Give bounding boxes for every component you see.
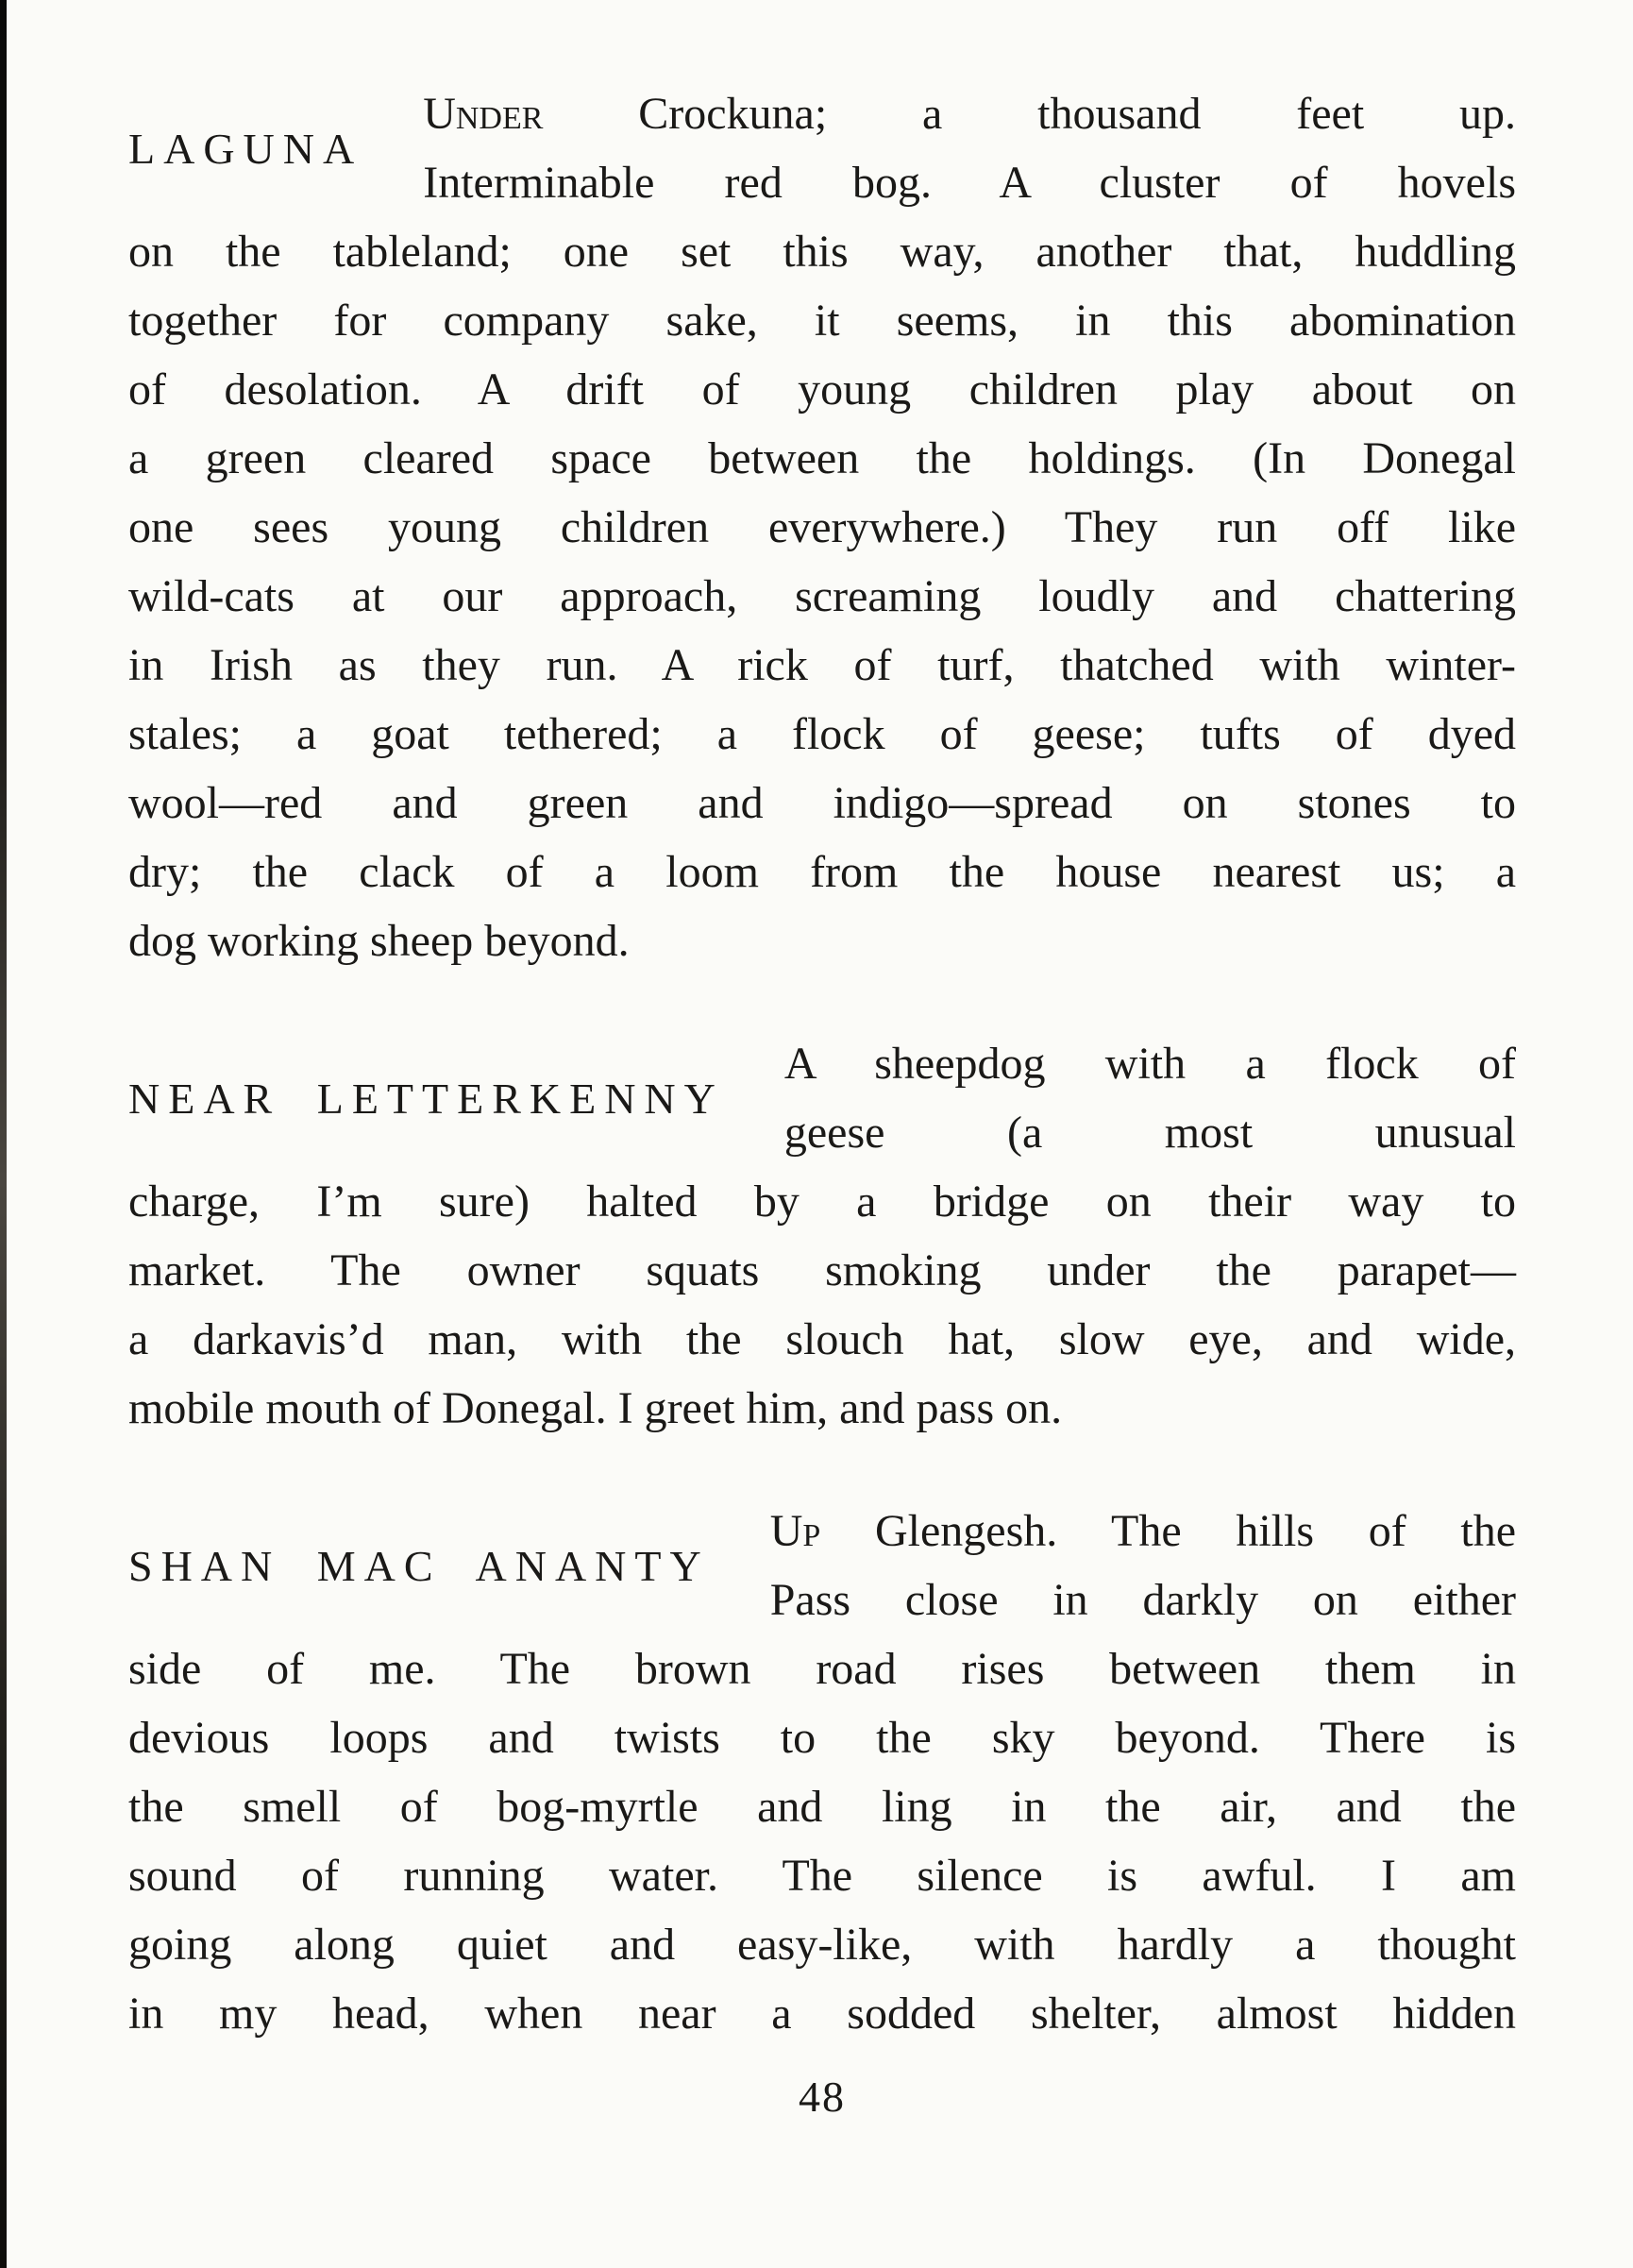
text-line: wool—red and green and indigo—spread on stones to xyxy=(128,778,1516,828)
text-line: in Irish as they run. A rick of turf, thatched with winter- xyxy=(128,640,1516,690)
text-line: in my head, when near a sodded shelter, almost hidden xyxy=(128,1989,1516,2039)
text-line: together for company sake, it seems, in this abomination xyxy=(128,296,1516,346)
text-line: one sees young children everywhere.) They run off like xyxy=(128,502,1516,552)
text-line: devious loops and twists to the sky beyond. There is xyxy=(128,1713,1516,1763)
section-head-row xyxy=(128,1497,1516,1634)
section-intro-lines xyxy=(784,1029,1516,1167)
section-head-row xyxy=(128,1029,1516,1167)
text-line xyxy=(784,1029,1516,1098)
text-block xyxy=(128,79,1516,2125)
text-line: charge, I’m sure) halted by a bridge on their way to xyxy=(128,1176,1516,1227)
text-line: stales; a goat tethered; a flock of geese; tufts of dyed xyxy=(128,709,1516,759)
section-head-row xyxy=(128,79,1516,217)
intro-line-rest: A sheepdog with a flock of xyxy=(783,1039,1516,1089)
text-line xyxy=(423,79,1516,148)
text-line: sound of running water. The silence is awful. I am xyxy=(128,1851,1516,1901)
text-line: a green cleared space between the holdings. (In Donegal xyxy=(128,433,1516,483)
text-line: dry; the clack of a loom from the house nearest us; a xyxy=(128,847,1516,897)
text-line: Pass close in darkly on either xyxy=(769,1575,1516,1625)
text-line: side of me. The brown road rises between them in xyxy=(128,1644,1516,1694)
section-intro-lines xyxy=(423,79,1516,217)
section-intro-lines xyxy=(770,1497,1516,1634)
text-line: mobile mouth of Donegal. I greet him, and pass on. xyxy=(128,1383,1063,1433)
scan-edge-artifact xyxy=(0,0,7,2268)
text-line: market. The owner squats smoking under the parapet— xyxy=(128,1245,1516,1295)
smallcaps-lead: Up xyxy=(769,1506,821,1556)
text-line: Interminable red bog. A cluster of hovels xyxy=(423,158,1516,208)
section-heading-laguna: LAGUNA xyxy=(128,124,363,173)
text-line: a darkavis’d man, with the slouch hat, slow eye, and wide, xyxy=(128,1314,1516,1364)
text-line xyxy=(770,1497,1516,1566)
section-heading-near-letterkenny: NEAR LETTERKENNY xyxy=(128,1074,724,1123)
text-line: the smell of bog-myrtle and ling in the air, and the xyxy=(128,1782,1516,1832)
section-heading-shan-mac-ananty: SHAN MAC ANANTY xyxy=(128,1541,710,1590)
text-line: going along quiet and easy-like, with hardly a thought xyxy=(128,1920,1516,1970)
intro-line-rest: Crockuna; a thousand feet up. xyxy=(543,89,1516,139)
smallcaps-lead: Under xyxy=(423,89,544,139)
text-line: geese (a most unusual xyxy=(783,1108,1516,1158)
text-line: on the tableland; one set this way, another that, huddling xyxy=(128,227,1516,277)
text-line: dog working sheep beyond. xyxy=(128,916,630,966)
text-line: of desolation. A drift of young children play about on xyxy=(128,364,1516,415)
page-number: 48 xyxy=(799,2073,846,2121)
section-near-letterkenny xyxy=(128,1029,1516,1443)
section-laguna xyxy=(128,79,1516,975)
text-line: wild-cats at our approach, screaming loudly and chattering xyxy=(128,571,1516,621)
intro-line-rest: Glengesh. The hills of the xyxy=(820,1506,1516,1556)
section-shan-mac-ananty xyxy=(128,1497,1516,2048)
